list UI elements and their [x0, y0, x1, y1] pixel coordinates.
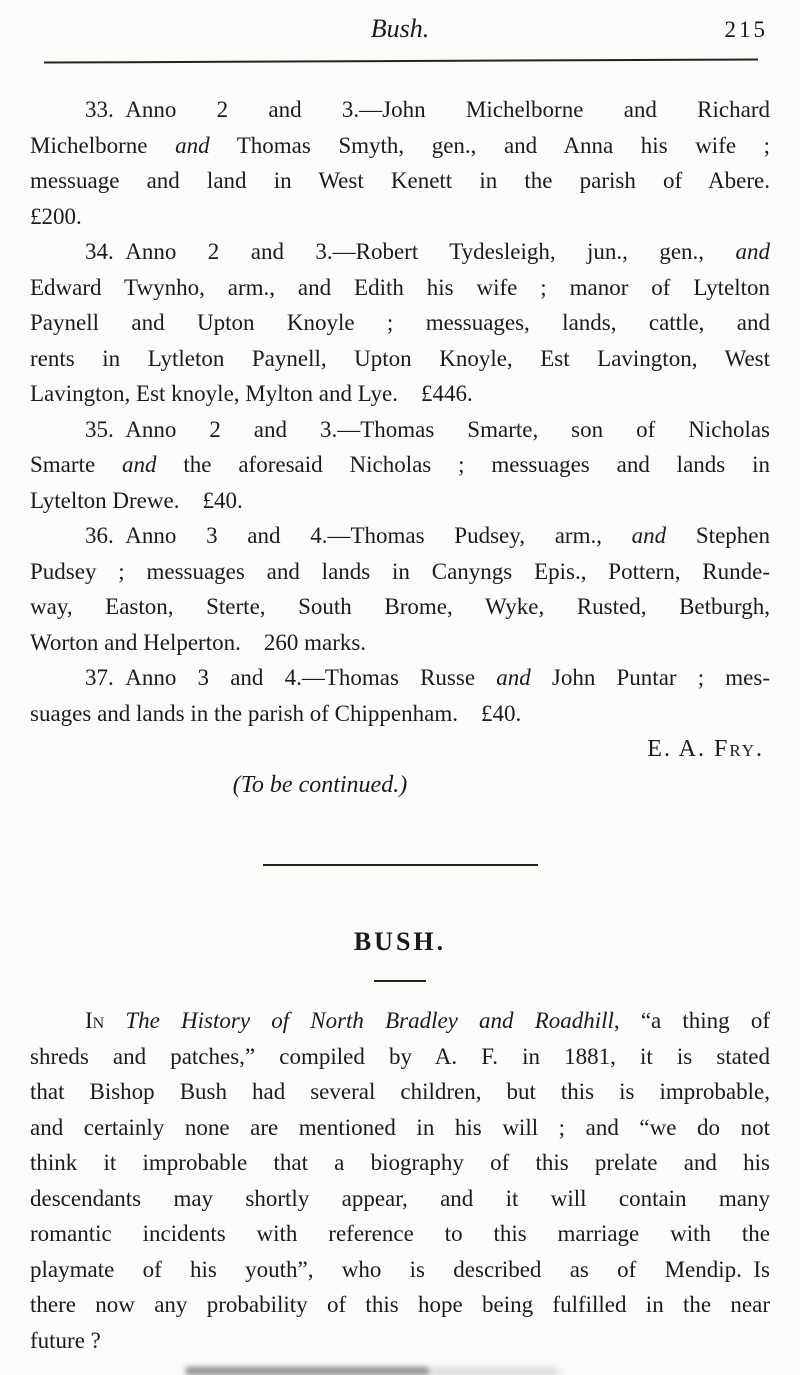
text-line: Paynell and Upton Knoyle ; messuages, lands, cattle, and: [30, 310, 770, 335]
book-page: [0, 14, 800, 1358]
entry-35: [30, 412, 770, 519]
text-line: shreds and patches,” compiled by A. F. in 1881, it is stated: [30, 1043, 770, 1069]
text-line: descendants may shortly appear, and it will contain many: [30, 1185, 770, 1211]
section-title-dash: [374, 980, 426, 982]
emphasized-text: and: [122, 452, 157, 477]
entry-34: [30, 234, 770, 412]
text-line: Michelborne and Thomas Smyth, gen., and Anna his wife ;: [30, 132, 770, 158]
text-line: suages and lands in the parish of Chippenham. £40.: [30, 700, 522, 726]
entry-33: [30, 92, 770, 234]
text-line: messuage and land in West Kenett in the parish of Abere.: [30, 168, 770, 193]
text-line: 33. Anno 2 and 3.—John Michelborne and Richard: [85, 97, 770, 122]
page-header: [30, 14, 770, 50]
text-line: way, Easton, Sterte, South Brome, Wyke, Rusted, Betburgh,: [30, 594, 770, 619]
text-line: and certainly none are mentioned in his will ; and “we do not: [30, 1114, 770, 1140]
page-number: 215: [724, 17, 768, 42]
smallcaps-text: In: [85, 1008, 105, 1033]
text-line: Edward Twynho, arm., and Edith his wife ; manor of Lytelton: [30, 274, 770, 300]
text-line: Pudsey ; messuages and lands in Canyngs Epis., Pottern, Runde-: [30, 558, 770, 584]
text-line: think it improbable that a biography of this prelate and his: [30, 1150, 770, 1175]
text-line: Smarte and the aforesaid Nicholas ; messuages and lands in: [30, 452, 770, 477]
text-line: Worton and Helperton. 260 marks.: [30, 629, 367, 655]
text-line: rents in Lytleton Paynell, Upton Knoyle, Est Lavington, West: [30, 345, 770, 371]
section-divider-rule: [263, 864, 538, 866]
text-line: 35. Anno 2 and 3.—Thomas Smarte, son of Nicholas: [85, 416, 770, 442]
text-line: that Bishop Bush had several children, but this is improbable,: [30, 1079, 770, 1104]
text-line: 34. Anno 2 and 3.—Robert Tydesleigh, jun., gen., and: [85, 239, 770, 264]
text-line: 37. Anno 3 and 4.—Thomas Russe and John Puntar ; mes-: [85, 665, 770, 690]
section-title: BUSH.: [353, 927, 447, 956]
entries-section: [30, 92, 770, 804]
emphasized-text: and: [735, 239, 770, 264]
emphasized-text: and: [631, 523, 667, 548]
author-signature: E. A. Fry.: [647, 736, 764, 762]
text-line: there now any probability of this hope being fulfilled in the near: [30, 1292, 770, 1317]
scan-artifact-faint: [430, 1369, 560, 1375]
text-line: future ?: [30, 1327, 101, 1353]
running-title: Bush.: [370, 14, 430, 43]
text-line: Lavington, Est knoyle, Mylton and Lye. £446.: [30, 381, 473, 406]
header-rule: [44, 58, 758, 63]
text-line: romantic incidents with reference to this marriage with the: [30, 1221, 770, 1246]
emphasized-text: The History of North Bradley and Roadhill: [125, 1008, 614, 1033]
text-line: 36. Anno 3 and 4.—Thomas Pudsey, arm., and Stephen: [85, 523, 770, 548]
text-line: In The History of North Bradley and Roadhill, “a thing of: [85, 1008, 770, 1033]
emphasized-text: and: [175, 132, 210, 158]
entry-36: [30, 518, 770, 660]
entry-37: [30, 660, 770, 731]
intro-paragraph: [30, 1003, 770, 1358]
text-line: £200.: [30, 203, 82, 229]
continued-note: (To be continued.): [232, 772, 408, 798]
emphasized-text: and: [496, 665, 531, 690]
text-line: Lytelton Drewe. £40.: [30, 487, 243, 513]
text-line: playmate of his youth”, who is described as of Mendip. Is: [30, 1256, 770, 1282]
scan-artifact: [185, 1367, 430, 1375]
